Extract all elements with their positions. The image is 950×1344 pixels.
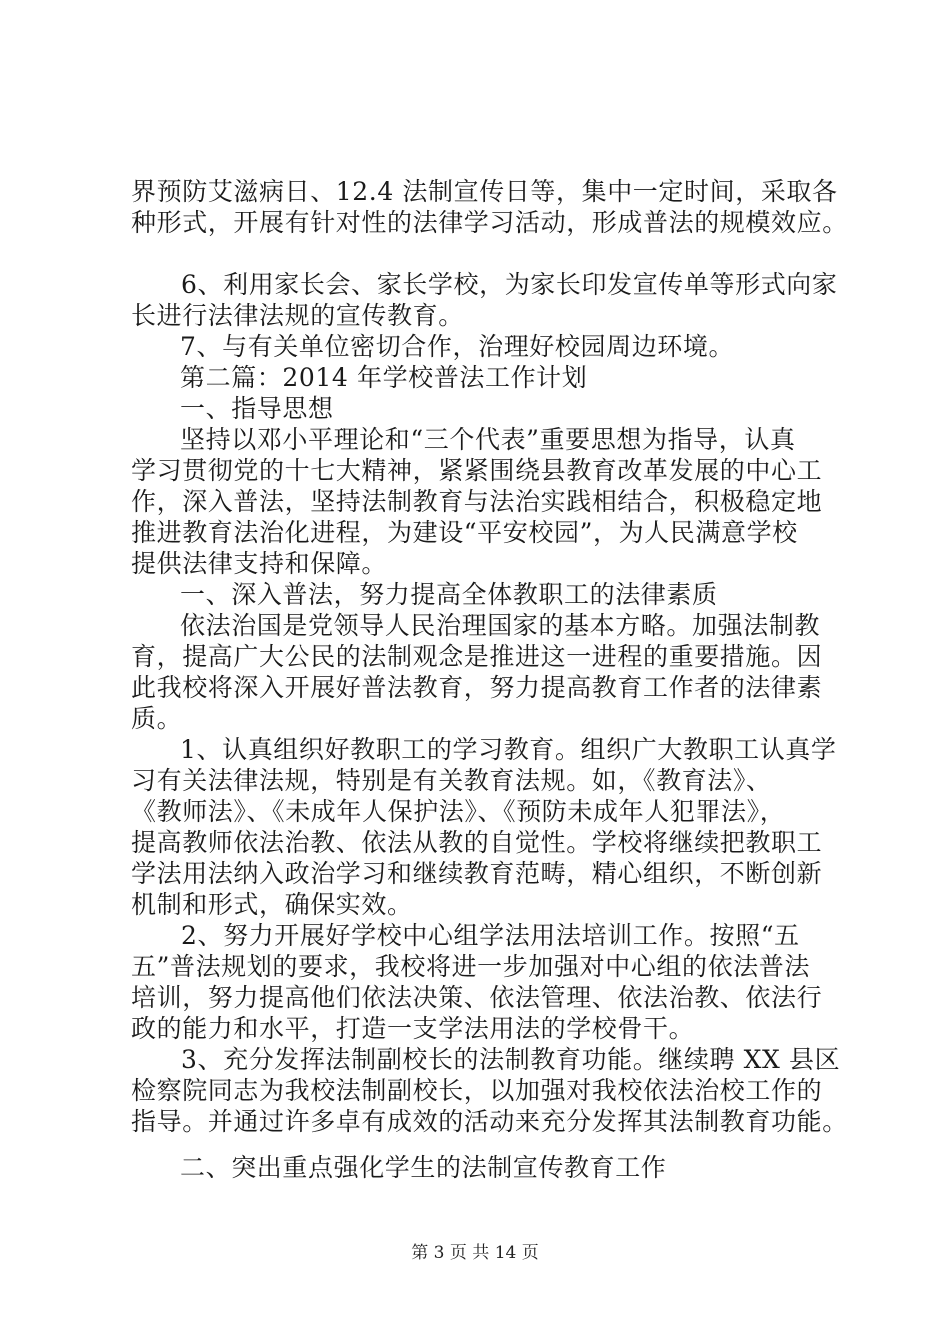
section-heading: 一、指导思想 — [180, 394, 334, 423]
text-line: 五”普法规划的要求，我校将进一步加强对中心组的依法普法 — [131, 952, 810, 981]
text-line: 长进行法律法规的宣传教育。 — [131, 301, 464, 330]
text-line: 培训，努力提高他们依法决策、依法管理、依法治教、依法行 — [131, 983, 823, 1012]
text-line: 推进教育法治化进程，为建设“平安校园”，为人民满意学校 — [131, 518, 798, 547]
section-heading: 第二篇：2014 年学校普法工作计划 — [180, 363, 588, 392]
text-line: 作，深入普法，坚持法制教育与法治实践相结合，积极稳定地 — [131, 487, 823, 516]
text-line: 坚持以邓小平理论和“三个代表”重要思想为指导，认真 — [180, 425, 796, 454]
text-line: 6、利用家长会、家长学校，为家长印发宣传单等形式向家 — [181, 270, 838, 299]
text-line: 质。 — [131, 704, 183, 733]
text-line: 育，提高广大公民的法制观念是推进这一进程的重要措施。因 — [131, 642, 823, 671]
text-line: 种形式，开展有针对性的法律学习活动，形成普法的规模效应。 — [131, 208, 848, 237]
text-line: 2、努力开展好学校中心组学法用法培训工作。按照“五 — [181, 921, 800, 950]
text-line: 学法用法纳入政治学习和继续教育范畴，精心组织，不断创新 — [131, 859, 823, 888]
section-heading: 二、突出重点强化学生的法制宣传教育工作 — [180, 1153, 667, 1182]
section-heading: 一、深入普法，努力提高全体教职工的法律素质 — [180, 580, 718, 609]
text-line: 依法治国是党领导人民治理国家的基本方略。加强法制教 — [180, 611, 821, 640]
text-line: 政的能力和水平，打造一支学法用法的学校骨干。 — [131, 1014, 695, 1043]
text-line: 3、充分发挥法制副校长的法制教育功能。继续聘 XX 县区 — [181, 1045, 841, 1074]
text-line: 7、与有关单位密切合作，治理好校园周边环境。 — [180, 332, 735, 361]
text-line: 界预防艾滋病日、12.4 法制宣传日等，集中一定时间，采取各 — [131, 177, 838, 206]
text-line: 机制和形式，确保实效。 — [131, 890, 413, 919]
text-line: 1、认真组织好教职工的学习教育。组织广大教职工认真学 — [180, 735, 837, 764]
text-line: 此我校将深入开展好普法教育，努力提高教育工作者的法律素 — [131, 673, 823, 702]
text-line: 指导。并通过许多卓有成效的活动来充分发挥其法制教育功能。 — [131, 1107, 848, 1136]
text-line: 习有关法律法规，特别是有关教育法规。如，《教育法》、 — [131, 766, 772, 795]
text-line: 学习贯彻党的十七大精神，紧紧围绕县教育改革发展的中心工 — [131, 456, 823, 485]
text-line: 《教师法》、《未成年人保护法》、《预防未成年人犯罪法》， — [131, 797, 786, 826]
text-line: 提供法律支持和保障。 — [131, 549, 388, 578]
text-line: 检察院同志为我校法制副校长，以加强对我校依法治校工作的 — [131, 1076, 823, 1105]
text-line: 提高教师依法治教、依法从教的自觉性。学校将继续把教职工 — [131, 828, 823, 857]
page-number-footer: 第 3 页 共 14 页 — [411, 1243, 539, 1263]
